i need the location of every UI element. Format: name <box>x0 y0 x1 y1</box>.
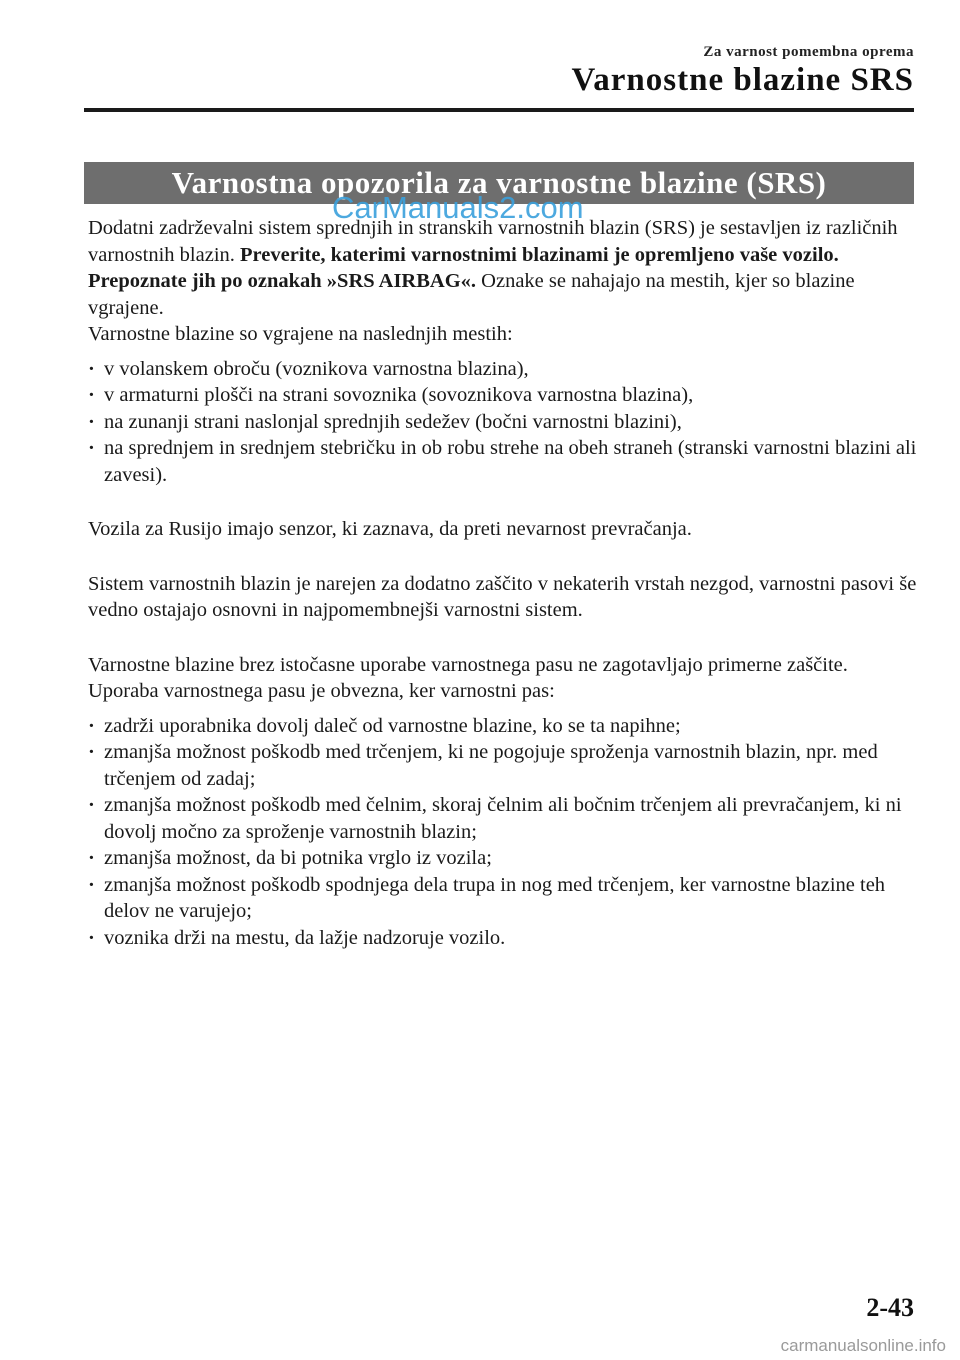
watermark-text: CarManuals2.com <box>332 190 584 225</box>
document-body <box>88 215 918 951</box>
footer-watermark: carmanualsonline.info <box>780 1336 946 1355</box>
list-item: · zadrži uporabnika dovolj daleč od varnostne blazine, ko se ta napihne; <box>88 713 918 740</box>
list-item: · zmanjša možnost poškodb med trčenjem, ki ne pogojuje sproženja varnostnih blazin, npr. med trčenjem od zadaj; <box>88 739 918 792</box>
list-item: · na zunanji strani naslonjal sprednjih sedežev (bočni varnostni blazini), <box>88 409 918 436</box>
header-divider <box>84 108 914 112</box>
list-item: · zmanjša možnost poškodb med čelnim, skoraj čelnim ali bočnim trčenjem ali prevračanjem, ki ni dovolj močno za sproženje varnostnih blazin; <box>88 792 918 845</box>
belt-paragraph: Varnostne blazine brez istočasne uporabe varnostnega pasu ne zagotavljajo primerne zaščite. Uporaba varnostnega pasu je obvezna, ker varnostni pas: <box>88 653 848 702</box>
locations-intro: Varnostne blazine so vgrajene na naslednjih mestih: <box>88 323 513 345</box>
list-item: · na sprednjem in srednjem stebričku in ob robu strehe na obeh straneh (stranski varnostni blazini ali zavesi). <box>88 435 918 488</box>
page-number: 2-43 <box>866 1293 914 1322</box>
intro-paragraph <box>88 215 918 321</box>
locations-list <box>88 356 918 489</box>
intro-text-end: Oznake se nahajajo na mestih, kjer so blazine vgrajene. <box>88 270 855 319</box>
system-paragraph: Sistem varnostnih blazin je narejen za dodatno zaščito v nekaterih vrstah nezgod, varnostni pasovi še vedno ostajajo osnovni in najpomembnejši varnostni sistem. <box>88 572 917 621</box>
russia-paragraph: Vozila za Rusijo imajo senzor, ki zaznava, da preti nevarnost prevračanja. <box>88 518 692 540</box>
list-item: · v armaturni plošči na strani sovoznika (sovoznikova varnostna blazina), <box>88 382 918 409</box>
intro-emphasis: Preverite, katerimi varnostnimi blazinami je opremljeno vaše vozilo. Prepoznate jih po oznakah »SRS AIRBAG«. <box>88 243 839 292</box>
page-title: Varnostna opozorila za varnostne blazine (SRS) <box>84 162 914 204</box>
header-chapter-title: Varnostne blazine SRS <box>571 62 914 98</box>
intro-text: Dodatni zadrževalni sistem sprednjih in stranskih varnostnih blazin (SRS) je sestavljen iz različnih varnostnih blazin. <box>88 217 898 266</box>
list-item: · zmanjša možnost, da bi potnika vrglo iz vozila; <box>88 845 918 872</box>
list-item: · v volanskem obroču (voznikova varnostna blazina), <box>88 356 918 383</box>
header-section-title: Za varnost pomembna oprema <box>703 44 914 60</box>
list-item: · voznika drži na mestu, da lažje nadzoruje vozilo. <box>88 925 918 952</box>
belt-benefits-list <box>88 713 918 952</box>
list-item: · zmanjša možnost poškodb spodnjega dela trupa in nog med trčenjem, ker varnostne blazine teh delov ne varujejo; <box>88 872 918 925</box>
